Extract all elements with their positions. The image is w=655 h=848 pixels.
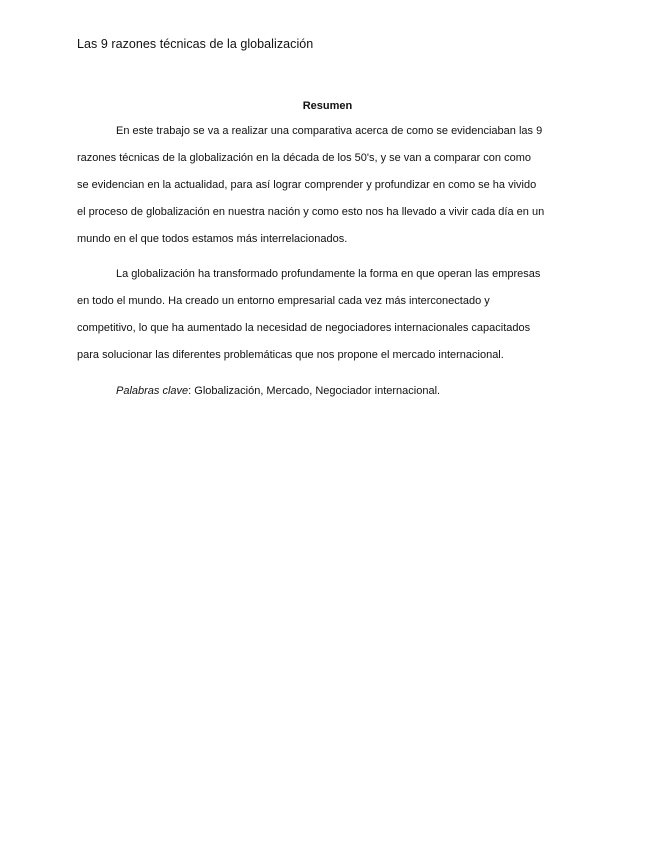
abstract-heading: Resumen bbox=[302, 100, 353, 112]
running-head: Las 9 razones técnicas de la globalización bbox=[77, 37, 314, 51]
paragraph-2-line: para solucionar las diferentes problemáticas que nos propone el mercado internacional. bbox=[77, 349, 504, 361]
paragraph-2-line: en todo el mundo. Ha creado un entorno empresarial cada vez más interconectado y bbox=[77, 295, 490, 307]
paragraph-1-line: razones técnicas de la globalización en la década de los 50's, y se van a comparar con como bbox=[77, 152, 531, 164]
keywords-label: Palabras clave bbox=[116, 385, 189, 397]
keywords-text: Globalización, Mercado, Negociador internacional. bbox=[191, 385, 441, 397]
paragraph-2-line: La globalización ha transformado profundamente la forma en que operan las empresas bbox=[116, 268, 541, 280]
paragraph-1-line: En este trabajo se va a realizar una comparativa acerca de como se evidenciaban las 9 bbox=[116, 125, 543, 137]
paragraph-1-line: mundo en el que todos estamos más interrelacionados. bbox=[77, 233, 348, 245]
keywords-separator: : bbox=[188, 385, 192, 397]
paragraph-1-line: se evidencian en la actualidad, para así lograr comprender y profundizar en como se ha vivido bbox=[77, 179, 537, 191]
keywords-line bbox=[116, 384, 440, 398]
paragraph-2-line: competitivo, lo que ha aumentado la necesidad de negociadores internacionales capacitados bbox=[77, 322, 531, 334]
paragraph-1-line: el proceso de globalización en nuestra nación y como esto nos ha llevado a vivir cada día en un bbox=[77, 206, 545, 218]
